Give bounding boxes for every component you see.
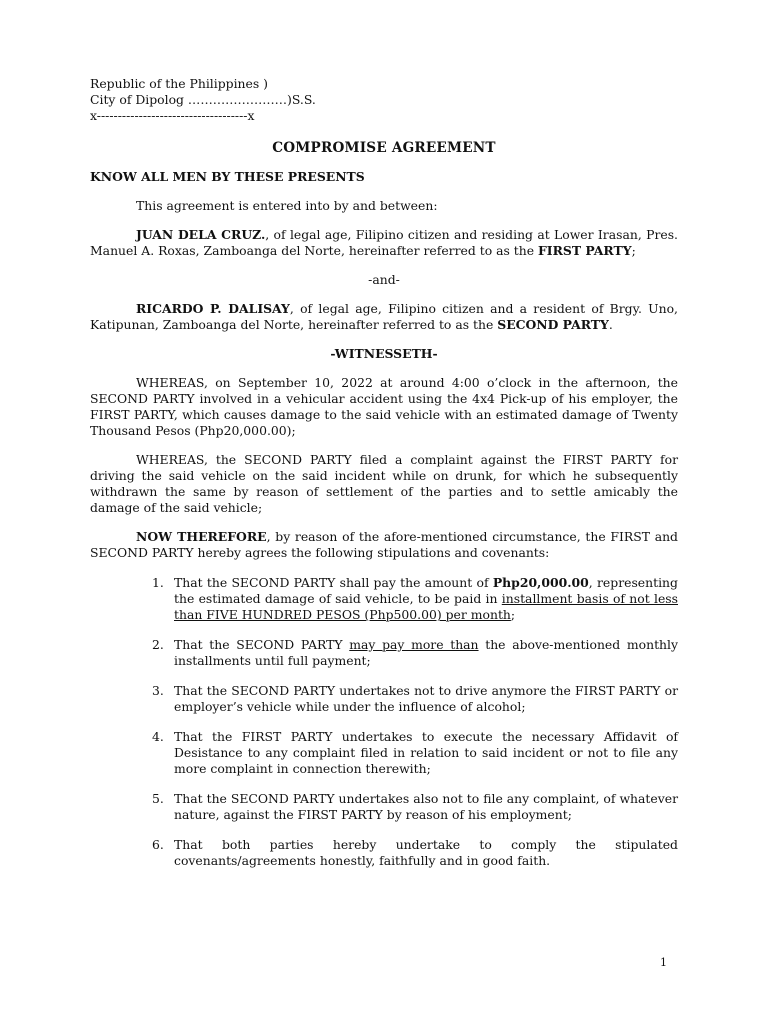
first-party-text: , of legal age, Filipino citizen and residing at Lower Irasan, Pres. Manuel A. Roxas, Zamboanga del Norte, hereinafter referred to as the xyxy=(90,227,678,258)
stipulation-text: That the SECOND PARTY xyxy=(174,637,350,652)
stipulation-text: , representing the estimated damage of said vehicle, to be paid in xyxy=(174,575,678,606)
stipulations-list xyxy=(90,575,678,869)
stipulation-text: That the SECOND PARTY undertakes also not to file any complaint, of whatever nature, against the FIRST PARTY by reason of his employment; xyxy=(174,791,678,822)
stipulation-number: 5. xyxy=(152,791,164,806)
stipulation-underlined: installment basis of not less than FIVE HUNDRED PESOS (Php500.00) per month xyxy=(174,591,678,622)
stipulation-amount: Php20,000.00 xyxy=(492,575,589,590)
stipulation-item xyxy=(152,637,678,669)
stipulation-number: 6. xyxy=(152,837,164,852)
know-all-heading: KNOW ALL MEN BY THESE PRESENTS xyxy=(90,169,365,184)
stipulation-number: 3. xyxy=(152,683,164,698)
venue-block xyxy=(90,76,678,124)
second-party-text: , of legal age, Filipino citizen and a resident of Brgy. Uno, Katipunan, Zamboanga del Norte, hereinafter referred to as the xyxy=(90,301,678,332)
second-party-end: . xyxy=(608,317,613,332)
witnesseth-heading: -WITNESSETH- xyxy=(330,346,438,361)
stipulation-item xyxy=(152,729,678,777)
stipulation-number: 4. xyxy=(152,729,164,744)
stipulation-text: That both parties hereby undertake to comply the stipulated covenants/agreements honestly, faithfully and in good faith. xyxy=(174,837,678,868)
stipulation-number: 2. xyxy=(152,637,164,652)
first-party-paragraph xyxy=(90,227,678,259)
stipulation-item xyxy=(152,837,678,869)
second-party-paragraph xyxy=(90,301,678,333)
document-title: COMPROMISE AGREEMENT xyxy=(272,140,496,156)
first-party-name: JUAN DELA CRUZ. xyxy=(136,227,266,242)
now-therefore-paragraph xyxy=(90,529,678,561)
and-separator: -and- xyxy=(368,272,400,287)
stipulation-text: That the SECOND PARTY undertakes not to drive anymore the FIRST PARTY or employer’s vehicle while under the influence of alcohol; xyxy=(174,683,678,714)
intro-paragraph: This agreement is entered into by and between: xyxy=(136,198,438,213)
stipulation-item xyxy=(152,791,678,823)
stipulation-item xyxy=(152,575,678,623)
now-therefore-text: , by reason of the afore-mentioned circumstance, the FIRST and SECOND PARTY hereby agrees the following stipulations and covenants: xyxy=(90,529,678,560)
second-party-name: RICARDO P. DALISAY xyxy=(136,301,290,316)
venue-separator: x------------------------------------x xyxy=(90,108,255,123)
now-therefore-lead: NOW THEREFORE xyxy=(136,529,267,544)
whereas-paragraph-1: WHEREAS, on September 10, 2022 at around 4:00 o’clock in the afternoon, the SECOND PARTY involved in a vehicular accident using the 4x4 Pick-up of his employer, the FIRST PARTY, which causes damage to the said vehicle with an estimated damage of Twenty Thousand Pesos (Php20,000.00); xyxy=(90,375,678,438)
stipulation-text: the above-mentioned monthly installments until full payment; xyxy=(174,637,678,668)
venue-city: City of Dipolog ……………………)S.S. xyxy=(90,92,316,107)
stipulation-text: ; xyxy=(510,607,516,622)
stipulation-underlined: may pay more than xyxy=(349,637,479,652)
page-number: 1 xyxy=(660,956,667,969)
first-party-end: ; xyxy=(631,243,636,258)
first-party-role: FIRST PARTY xyxy=(538,243,632,258)
stipulation-number: 1. xyxy=(152,575,164,590)
stipulation-text: That the SECOND PARTY shall pay the amount of xyxy=(174,575,493,590)
venue-republic: Republic of the Philippines ) xyxy=(90,76,269,91)
stipulation-text: That the FIRST PARTY undertakes to execute the necessary Affidavit of Desistance to any complaint filed in relation to said incident or not to file any more complaint in connection therewith; xyxy=(174,729,678,776)
stipulation-item xyxy=(152,683,678,715)
second-party-role: SECOND PARTY xyxy=(497,317,609,332)
whereas-paragraph-2: WHEREAS, the SECOND PARTY filed a complaint against the FIRST PARTY for driving the said vehicle on the said incident while on drunk, for which he subsequently withdrawn the same by reason of settlement of the parties and to settle amicably the damage of the said vehicle; xyxy=(90,452,678,515)
